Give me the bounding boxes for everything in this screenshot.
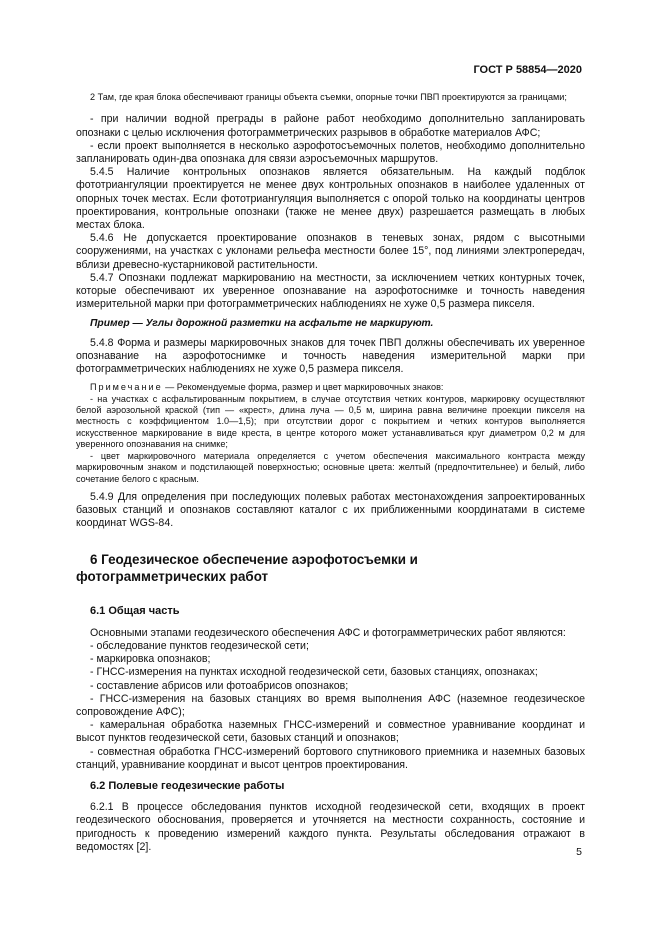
section-6-1-intro: Основными этапами геодезического обеспечения АФС и фотограмметрических работ являются: <box>90 626 566 639</box>
note-label: Примечание <box>90 382 163 393</box>
section-6-2-title: 6.2 Полевые геодезические работы <box>90 779 285 792</box>
paragraph-5-4-9: 5.4.9 Для определения при последующих полевых работах местонахождения запроектированных базовых станций и опознаков составляют каталог с их приближенными координатами в системе координат WGS-84. <box>76 490 585 530</box>
list-item: - ГНСС-измерения на базовых станциях во время выполнения АФС (наземное геодезическое сопровождение АФС); <box>76 692 585 718</box>
section-6-1-title: 6.1 Общая часть <box>90 604 180 617</box>
list-item: - составление абрисов или фотоабрисов опознаков; <box>90 679 349 692</box>
list-item: - ГНСС-измерения на пунктах исходной геодезической сети, базовых станциях, опознаках; <box>90 666 538 679</box>
paragraph-5-4-7: 5.4.7 Опознаки подлежат маркированию на местности, за исключением четких контурных точек, которые обеспечивают их уверенное опознавание на аэрофотоснимке и точность наведения измерительной марки при фотограмметрических наблюдениях не хуже 0,5 размера пикселя. <box>76 271 585 311</box>
note-item-asphalt: - на участках с асфальтированным покрытием, в случае отсутствия четких контуров, маркировку осуществляют белой аэрозольной краской (тип — «крест», длина луча — 0,5 м, ширина равна величине проекции пикселя на местность с коэффициентом 1.0—1,5); при отсутствии дорог с покрытием и четких контуров выполняется искусственное маркирование в виде креста, в центре которого может устанавливаться круг диаметром 0,2 м для уверенного опознавания на снимке; <box>76 393 585 450</box>
example-text: Пример — Углы дорожной разметки на асфальте не маркируют. <box>90 318 434 330</box>
dash-item-water-barrier: - при наличии водной преграды в районе работ необходимо дополнительно запланировать опознаки с целью исключения фотограмметрических разрывов в обработке материалов АФС; <box>76 113 585 139</box>
footnote-2: 2 Там, где края блока обеспечивают границы объекта съемки, опорные точки ПВП проектируются за границами; <box>90 92 567 102</box>
dash-item-multiple-flights: - если проект выполняется в несколько аэрофотосъемочных полетов, необходимо дополнительно запланировать один-два опознака для связи аэросъемочных маршрутов. <box>76 139 585 166</box>
list-item: - маркировка опознаков; <box>90 653 211 666</box>
list-item: - обследование пунктов геодезической сети; <box>90 639 309 652</box>
page-content <box>76 86 585 854</box>
list-item: - совместная обработка ГНСС-измерений бортового спутникового приемника и наземных базовых станций, уравнивание координат и высот центров проектирования. <box>76 745 585 771</box>
page-number: 5 <box>576 846 582 858</box>
paragraph-5-4-8: 5.4.8 Форма и размеры маркировочных знаков для точек ПВП должны обеспечивать их уверенное опознавание на аэрофотоснимке и точность наведения измерительной марки при фотограмметрических наблюдениях не хуже 0,5 размера пикселя. <box>76 336 585 376</box>
note-intro-text: — Рекомендуемые форма, размер и цвет маркировочных знаков: <box>162 382 444 393</box>
list-item: - камеральная обработка наземных ГНСС-измерений и совместное уравнивание координат и высот пунктов геодезической сети, базовых станций и опознаков; <box>76 719 585 745</box>
document-header-id: ГОСТ Р 58854—2020 <box>473 64 582 76</box>
section-6-title: 6 Геодезическое обеспечение аэрофотосъемки и фотограмметрических работ <box>76 551 418 584</box>
paragraph-5-4-6: 5.4.6 Не допускается проектирование опознаков в теневых зонах, рядом с высотными сооружениями, на участках с уклонами рельефа местности более 15°, под линиями электропередач, вблизи древесно-кустарниковой растительности. <box>76 232 585 271</box>
note-item-color: - цвет маркировочного материала определяется с учетом обеспечения максимального контраста между маркировочным знаком и подстилающей поверхностью; основные цвета: желтый (предпочтительнее) и белый, либо сочетание белого с красным. <box>76 450 585 484</box>
paragraph-6-2-1: 6.2.1 В процессе обследования пунктов исходной геодезической сети, входящих в проект геодезического обоснования, проверяется и уточняется на местности сохранность, состояние и пригодность к проведению измерений каждого пункта. Результаты обследования отражают в ведомостях [2]. <box>76 801 585 853</box>
note-intro <box>76 382 585 393</box>
paragraph-5-4-5: 5.4.5 Наличие контрольных опознаков является обязательным. На каждый подблок фототриангуляции проектируется не менее двух контрольных опознаков в наиболее удаленных от опорных точек местах. Если фототриангуляция выполняется с опорой только на координаты центров проектирования, контрольные опознаки (также не менее двух) разрешается размещать в любых местах блока. <box>76 166 585 232</box>
